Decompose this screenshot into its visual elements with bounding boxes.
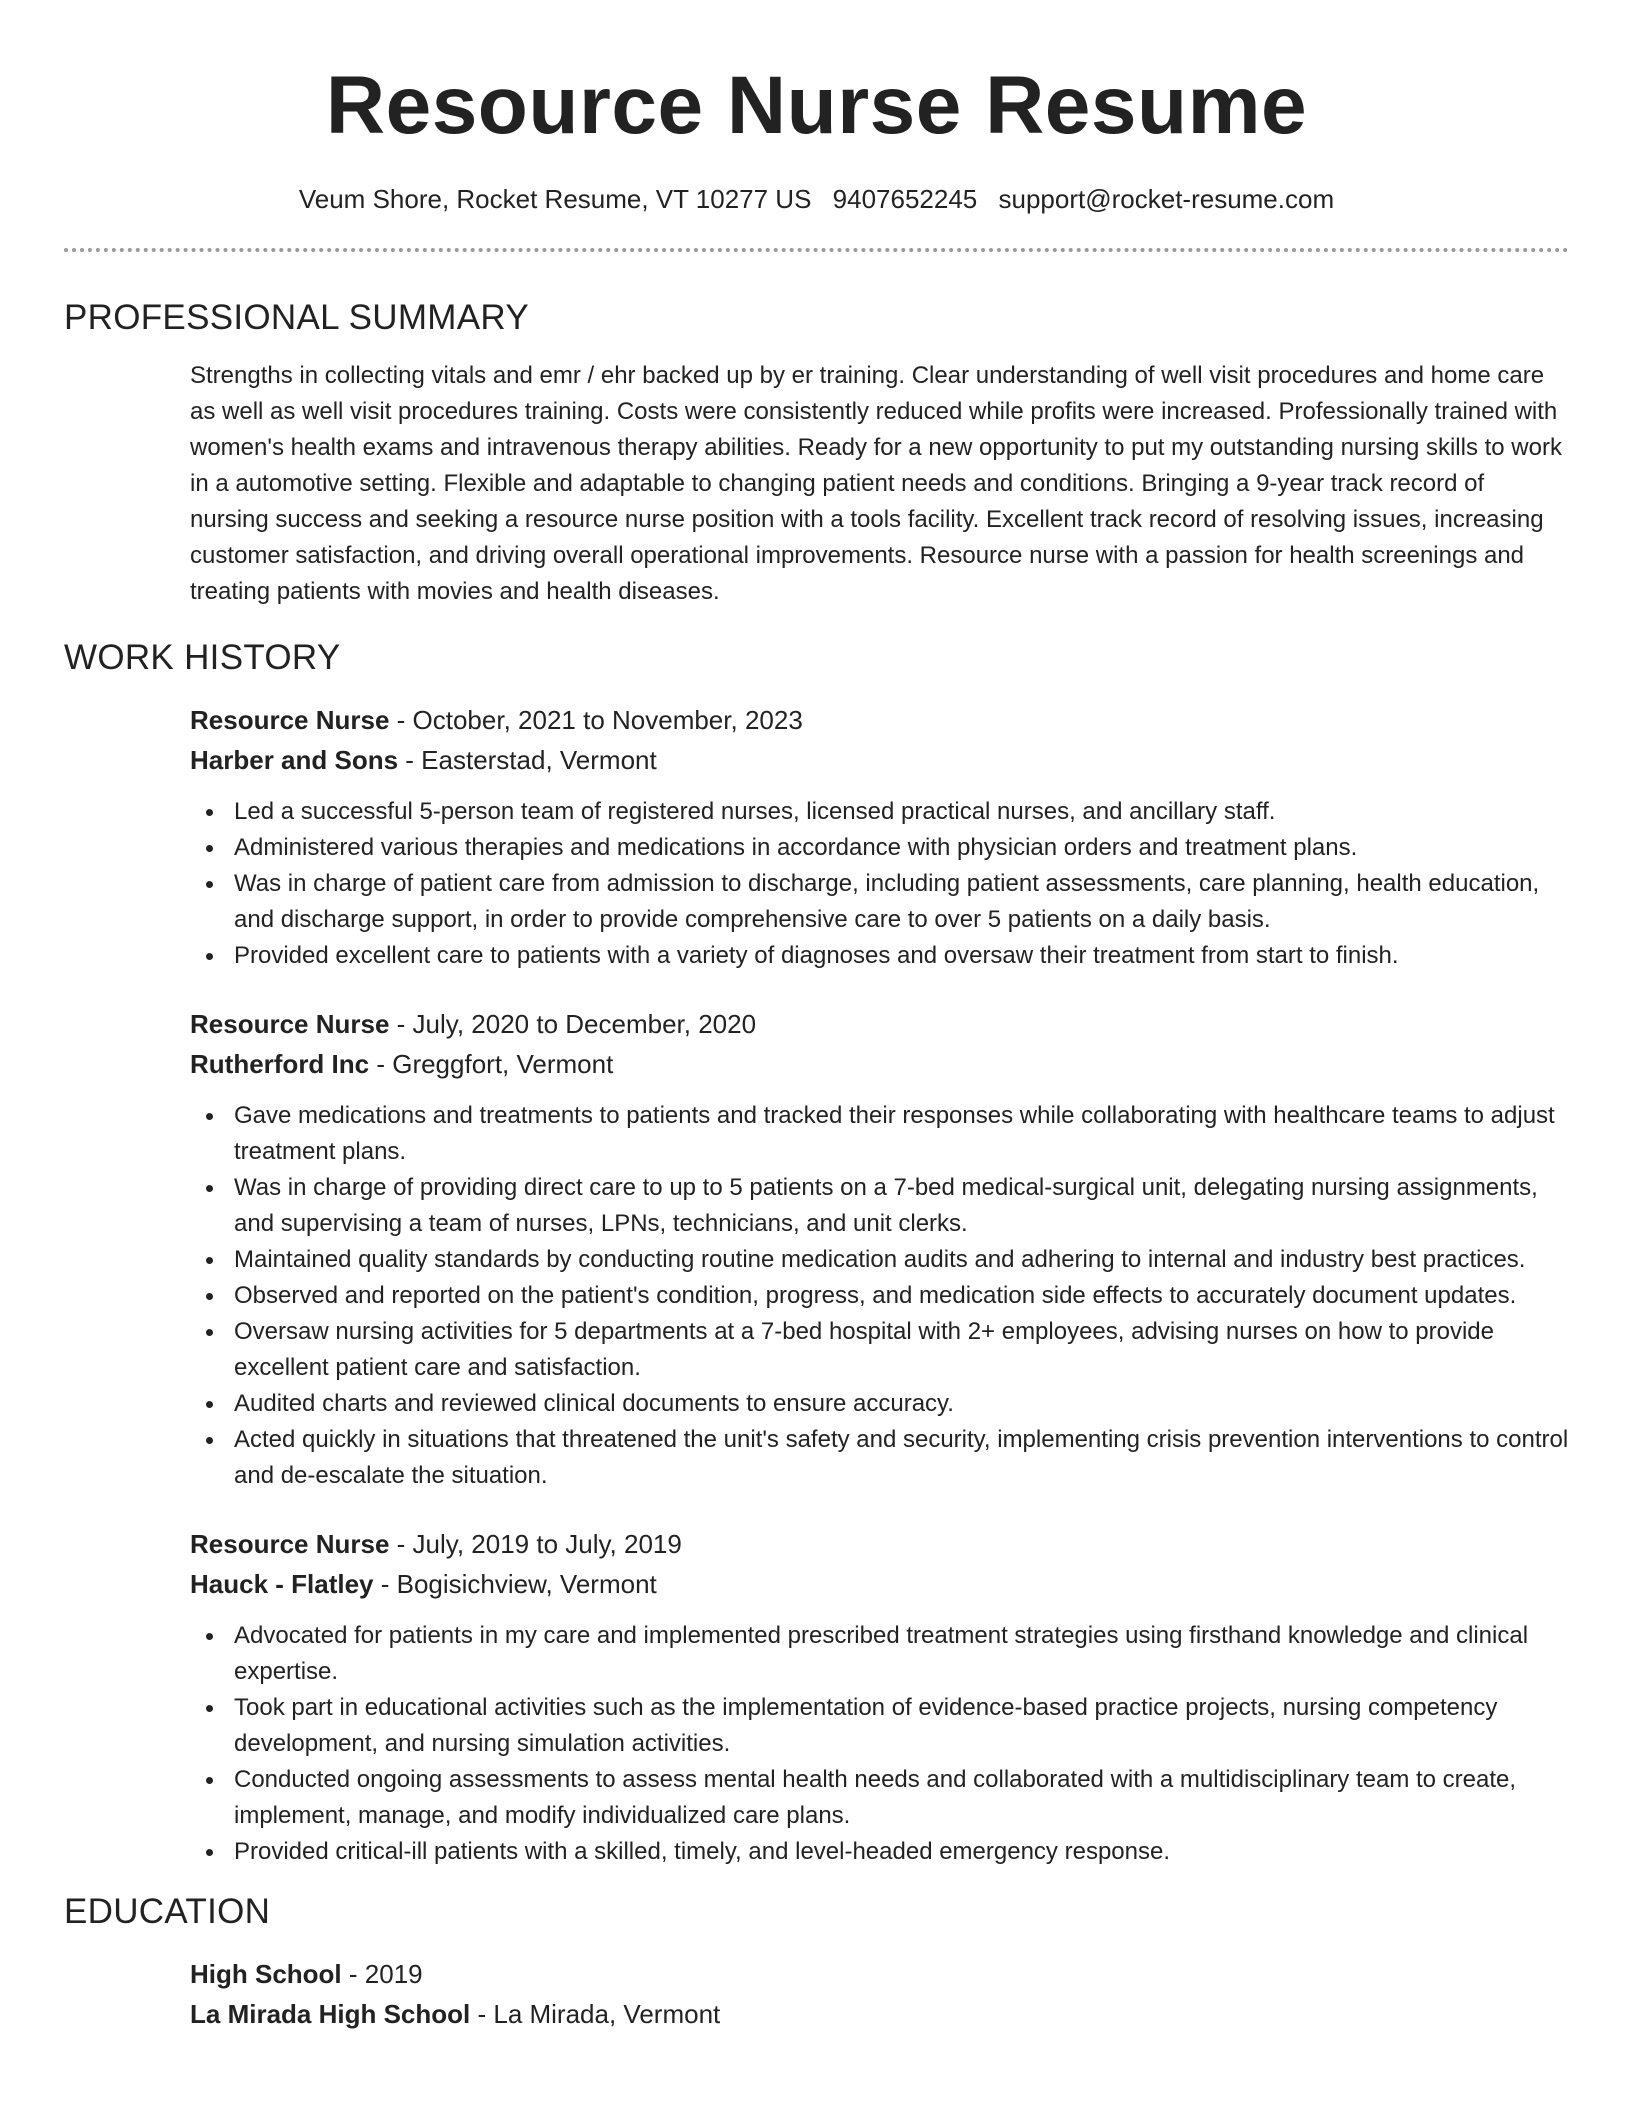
work-history-heading: WORK HISTORY [64,638,341,677]
job-title-line [190,1524,1569,1564]
education-degree-line [190,1954,1569,1994]
job-company: Harber and Sons [190,745,399,775]
job-location: - Easterstad, Vermont [398,745,657,775]
job-company: Rutherford Inc [190,1049,370,1079]
list-item: Gave medications and treatments to patients and tracked their responses while collaborating with healthcare teams to adjust treatment plans. [190,1098,1569,1170]
education-year: - 2019 [341,1959,423,1989]
education-degree: High School [190,1959,342,1989]
job-company-line [190,1564,1569,1604]
list-item: Oversaw nursing activities for 5 departments at a 7-bed hospital with 2+ employees, advising nurses on how to provide excellent patient care and satisfaction. [190,1314,1569,1386]
list-item: Took part in educational activities such as the implementation of evidence-based practice projects, nursing competency development, and nursing simulation activities. [190,1690,1569,1762]
job-dates: - October, 2021 to November, 2023 [389,705,803,735]
education-school: La Mirada High School [190,1999,471,2029]
education-heading: EDUCATION [64,1892,271,1931]
job-dates: - July, 2019 to July, 2019 [389,1529,682,1559]
job-entry [190,700,1569,974]
list-item: Maintained quality standards by conducting routine medication audits and adhering to internal and industry best practices. [190,1242,1569,1278]
job-bullets [190,794,1569,974]
list-item: Conducted ongoing assessments to assess mental health needs and collaborated with a multidisciplinary team to create, implement, manage, and modify individualized care plans. [190,1762,1569,1834]
contact-email: support@rocket-resume.com [998,184,1335,214]
summary-text: Strengths in collecting vitals and emr / ehr backed up by er training. Clear understanding of well visit procedures and home care as well as well visit procedures training. Costs were consistently reduced while profits were increased. Professionally trained with women's health exams and intravenous therapy abilities. Ready for a new opportunity to put my outstanding nursing skills to work in a automotive setting. Flexible and adaptable to changing patient needs and conditions. Bringing a 9-year track record of nursing success and seeking a resource nurse position with a tools facility. Excellent track record of resolving issues, increasing customer satisfaction, and driving overall operational improvements. Resource nurse with a passion for health screenings and treating patients with movies and health diseases. [190,362,1562,605]
job-title: Resource Nurse [190,705,390,735]
job-company-line [190,1044,1569,1084]
job-location: - Bogisichview, Vermont [373,1569,657,1599]
education-location: - La Mirada, Vermont [470,1999,721,2029]
list-item: Provided critical-ill patients with a skilled, timely, and level-headed emergency response. [190,1834,1569,1870]
education-entry [190,1954,1569,2034]
job-title: Resource Nurse [190,1009,390,1039]
education-school-line [190,1994,1569,2034]
job-bullets [190,1098,1569,1494]
job-dates: - July, 2020 to December, 2020 [389,1009,757,1039]
list-item: Audited charts and reviewed clinical documents to ensure accuracy. [190,1386,1569,1422]
header-divider [64,248,1569,252]
list-item: Provided excellent care to patients with a variety of diagnoses and oversaw their treatment from start to finish. [190,938,1569,974]
list-item: Observed and reported on the patient's condition, progress, and medication side effects to accurately document updates. [190,1278,1569,1314]
job-bullets [190,1618,1569,1870]
list-item: Was in charge of patient care from admission to discharge, including patient assessments, care planning, health education, and discharge support, in order to provide comprehensive care to over 5 patients on a daily basis. [190,866,1569,938]
summary-heading: PROFESSIONAL SUMMARY [64,298,529,337]
list-item: Acted quickly in situations that threatened the unit's safety and security, implementing crisis prevention interventions to control and de-escalate the situation. [190,1422,1569,1494]
list-item: Was in charge of providing direct care to up to 5 patients on a 7-bed medical-surgical unit, delegating nursing assignments, and supervising a team of nurses, LPNs, technicians, and unit clerks. [190,1170,1569,1242]
job-entry [190,1004,1569,1494]
list-item: Led a successful 5-person team of registered nurses, licensed practical nurses, and ancillary staff. [190,794,1569,830]
job-entry [190,1524,1569,1870]
contact-address: Veum Shore, Rocket Resume, VT 10277 US [298,184,812,214]
job-title-line [190,700,1569,740]
job-company-line [190,740,1569,780]
resume-title: Resource Nurse Resume [325,60,1308,151]
job-company: Hauck - Flatley [190,1569,374,1599]
list-item: Administered various therapies and medications in accordance with physician orders and treatment plans. [190,830,1569,866]
contact-phone: 9407652245 [832,184,978,214]
list-item: Advocated for patients in my care and implemented prescribed treatment strategies using firsthand knowledge and clinical expertise. [190,1618,1569,1690]
contact-line [64,182,1569,216]
job-location: - Greggfort, Vermont [369,1049,614,1079]
job-title: Resource Nurse [190,1529,390,1559]
job-title-line [190,1004,1569,1044]
